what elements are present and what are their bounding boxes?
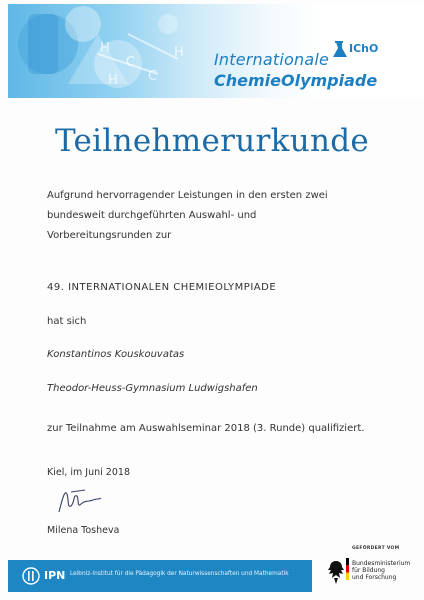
ipn-institute-name: Leibniz-Institut für die Pädagogik der Naturwissenschaften und Mathematik [70,571,289,577]
chemistry-illustration-icon [8,4,228,98]
bmbf-name [352,560,422,581]
participant-name: Konstantinos Kouskouvatas [47,349,185,360]
qualification-statement: zur Teilnahme am Auswahlseminar 2018 (3. Runde) qualifiziert. [47,423,365,434]
federal-eagle-icon [326,558,346,588]
icho-logo-text: IChO [349,42,379,55]
svg-text:H: H [108,73,118,88]
intro-line: bundesweit durchgeführten Auswahl- und [47,210,257,221]
signature-icon [55,486,105,516]
ipn-label: IPN [44,569,66,582]
ipn-logo-icon [22,567,40,585]
header-banner [8,4,424,98]
german-flag-icon [346,558,349,580]
svg-text:H: H [100,41,110,56]
intro-line: Vorbereitungsrunden zur [47,230,172,241]
bmbf-line: und Forschung [352,574,397,581]
brand-line-chemieolympiade: ChemieOlympiade [214,71,378,90]
olympiad-name: 49. INTERNATIONALEN CHEMIEOLYMPIADE [47,282,277,293]
funded-by-label: GEFÖRDERT VOM [352,546,400,551]
bmbf-line: für Bildung [352,567,385,574]
ipn-footer-bar [8,560,312,592]
intro-paragraph [47,186,407,246]
place-date: Kiel, im Juni 2018 [47,467,130,478]
intro-line: Aufgrund hervorragender Leistungen in den ersten zwei [47,190,328,201]
svg-text:C: C [148,69,158,84]
signer-name: Milena Tosheva [47,525,120,536]
icho-flask-icon [330,40,350,60]
brand-line-internationale: Internationale [214,50,330,69]
school-name: Theodor-Heuss-Gymnasium Ludwigshafen [47,383,258,394]
certificate-title: Teilnehmerurkunde [54,123,370,159]
bmbf-line: Bundesministerium [352,560,411,567]
svg-text:H: H [174,45,184,60]
svg-text:C: C [126,55,136,70]
hat-sich-text: hat sich [47,316,87,327]
